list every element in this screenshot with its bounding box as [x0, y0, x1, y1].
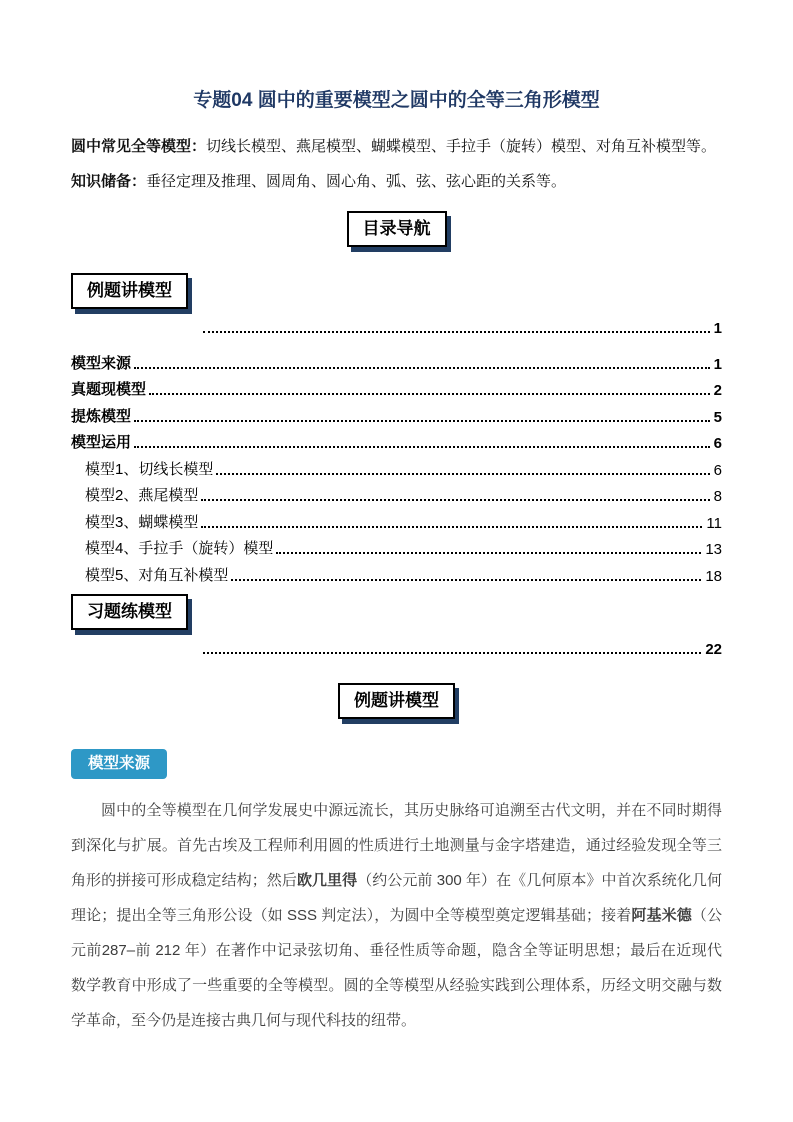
toc-list [71, 346, 722, 585]
toc-section2-leader[interactable] [71, 634, 722, 658]
intro-models-label: 圆中常见全等模型： [71, 138, 207, 155]
toc-item-label: 模型5、对角互补模型 [85, 566, 229, 584]
toc-item-label: 模型来源 [71, 354, 132, 372]
toc-item-page: 1 [713, 355, 722, 373]
model-source-row [71, 749, 722, 779]
section-header-box: 例题讲模型 [338, 683, 455, 719]
toc-section1-box: 例题讲模型 [71, 273, 188, 309]
toc-section2-box: 习题练模型 [71, 594, 188, 630]
toc-item[interactable] [71, 426, 722, 453]
history-paragraph [71, 793, 722, 1038]
intro-knowledge-text: 垂径定理及推理、圆周角、圆心角、弧、弦、弦心距的关系等。 [146, 173, 567, 190]
intro-knowledge-line [71, 171, 722, 193]
history-bold-name: 欧几里得 [296, 871, 358, 889]
toc-item[interactable] [71, 373, 722, 400]
toc-item-page: 2 [713, 382, 722, 399]
toc-item-page: 6 [713, 435, 722, 452]
toc-item[interactable] [71, 532, 722, 559]
dot-leader [231, 579, 701, 581]
toc-item-page: 18 [705, 567, 722, 585]
intro-knowledge-label: 知识储备： [71, 173, 147, 190]
toc-item[interactable] [71, 346, 722, 373]
dot-leader [134, 420, 710, 422]
dot-leader [203, 652, 701, 654]
toc-item-label: 模型1、切线长模型 [85, 460, 214, 478]
intro-models-line [71, 136, 722, 158]
toc-item[interactable] [71, 505, 722, 532]
section-header-row [71, 683, 722, 719]
toc-nav-box: 目录导航 [347, 211, 447, 247]
toc-item-page: 8 [713, 488, 722, 505]
dot-leader [149, 393, 710, 395]
toc-section1-row [71, 273, 722, 309]
intro-models-text: 切线长模型、燕尾模型、蝴蝶模型、手拉手（旋转）模型、对角互补模型等。 [206, 138, 717, 155]
model-source-tag: 模型来源 [71, 749, 167, 779]
toc-section1-leader[interactable] [71, 313, 722, 337]
toc-item-page: 6 [713, 461, 722, 479]
toc-item-label: 真题现模型 [71, 381, 147, 398]
toc-item-page: 13 [705, 541, 722, 558]
toc-section1-page: 1 [713, 320, 722, 337]
toc-item-page: 5 [713, 408, 722, 426]
toc-section2-row [71, 594, 722, 630]
toc-item-page: 11 [706, 514, 722, 532]
toc-item[interactable] [71, 479, 722, 506]
dot-leader [216, 473, 709, 475]
toc-item[interactable] [71, 452, 722, 479]
dot-leader [134, 446, 710, 448]
toc-item-label: 模型3、蝴蝶模型 [85, 513, 199, 531]
history-text: （约公元前 300 年）在《几何原本》中首次系统化几何理论；提出全等三角形公设（如 SSS 判定法），为圆中全等模型奠定逻辑基础；接着 [71, 871, 722, 924]
dot-leader [203, 331, 710, 333]
dot-leader [201, 499, 709, 501]
history-text: 圆中的全等模型在几何学发展史中源远流长，其历史脉络可追溯至古代文明，并在不同时期得到深化与扩展。首先古埃及工程师利用圆的性质进行土地测量与金字塔建造，通过经验发现全等三角形的拼接可形成稳定结构；然后 [71, 801, 722, 889]
toc-item-label: 模型2、燕尾模型 [85, 487, 199, 504]
page-title: 专题04 圆中的重要模型之圆中的全等三角形模型 [193, 90, 600, 111]
toc-item-label: 模型运用 [71, 434, 132, 451]
history-bold-name: 阿基米德 [631, 906, 692, 924]
dot-leader [201, 526, 702, 528]
dot-leader [134, 367, 710, 369]
toc-item[interactable] [71, 399, 722, 426]
dot-leader [276, 552, 701, 554]
toc-section2-page: 22 [705, 640, 722, 658]
toc-nav-row [71, 211, 722, 247]
toc-item-label: 提炼模型 [71, 407, 132, 425]
toc-item-label: 模型4、手拉手（旋转）模型 [85, 540, 274, 557]
toc-item[interactable] [71, 558, 722, 585]
history-text: （公元前287–前 212 年）在著作中记录弦切角、垂径性质等命题，隐含全等证明思想；最后在近现代数学教育中形成了一些重要的全等模型。圆的全等模型从经验实践到公理体系，历经文明交融与数学革命，至今仍是连接古典几何与现代科技的纽带。 [71, 906, 722, 1029]
